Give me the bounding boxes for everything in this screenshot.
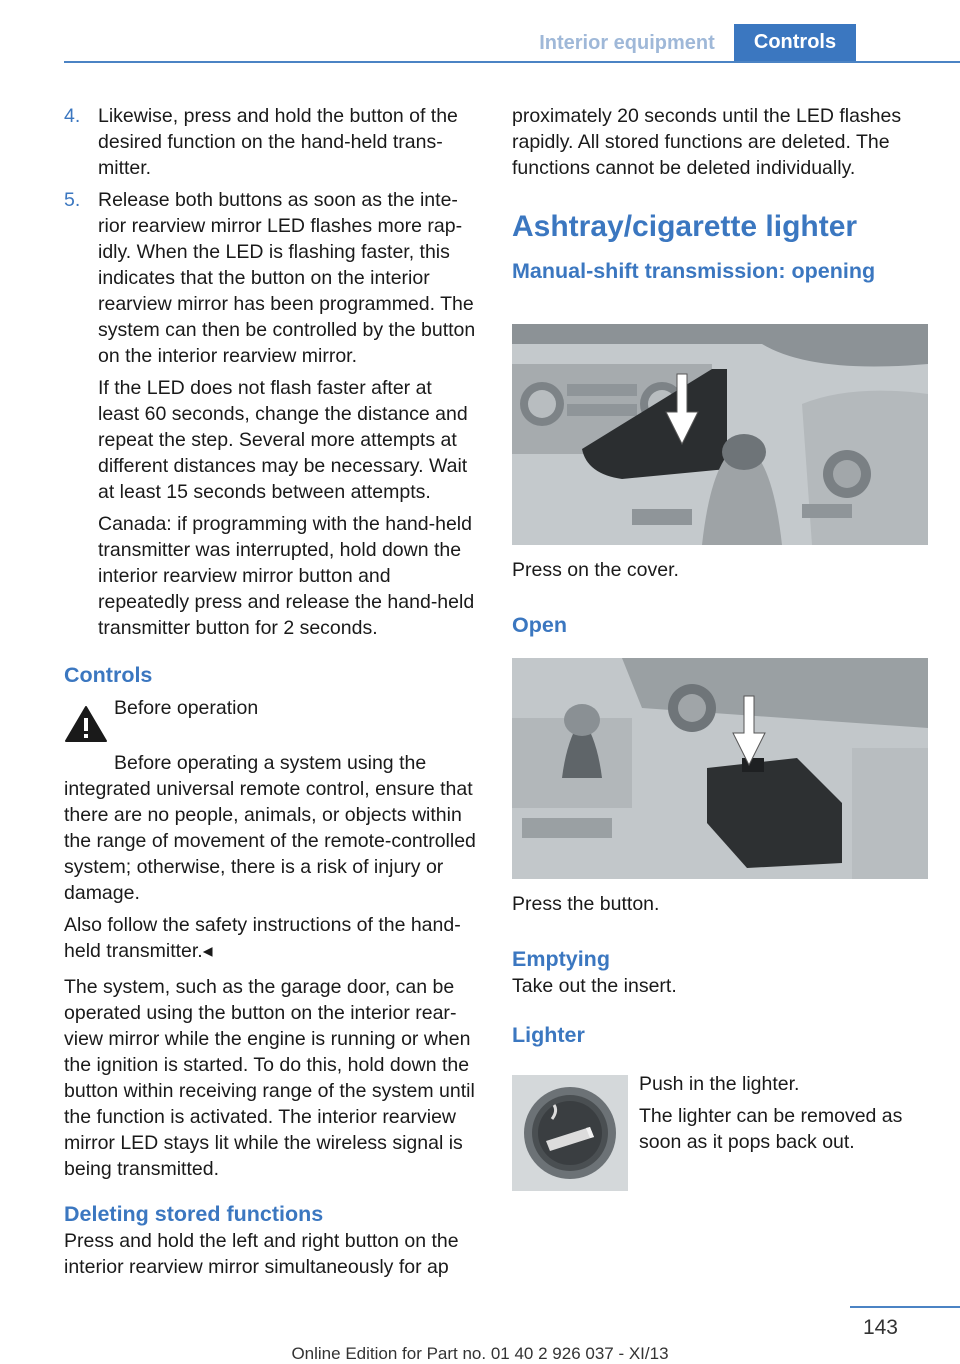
emptying-heading: Emptying <box>512 947 610 971</box>
lighter-text-block <box>639 1071 929 1161</box>
left-column <box>64 103 478 1286</box>
warning-title: Before operation <box>114 697 259 719</box>
header-rule <box>64 61 960 63</box>
right-column <box>512 103 926 285</box>
right-column-bottom <box>512 891 926 1049</box>
step-5 <box>64 187 478 369</box>
step-number: 4. <box>64 105 81 127</box>
system-text: The system, such as the garage door, can be operated using the button on the interior rearview mirror while the engine is running or when the ignition is started. To do this, hold down the button within receiving range of the system until the function is activated. The interior rearview mirror LED stays lit while the wireless signal is being transmitted. <box>64 976 475 1180</box>
step-text: Release both buttons as soon as the interior rearview mirror LED flashes more rapidly. When the LED is flashing faster, this indicates that the button on the interior rearview mirror has been programmed. The system can then be controlled by the button on the interior rearview mirror. <box>98 189 476 367</box>
header-section-label: Interior equipment <box>539 32 715 54</box>
warning-block <box>64 695 478 750</box>
lighter-heading: Lighter <box>512 1023 585 1047</box>
manual-shift-heading: Manual-shift transmission: opening <box>512 259 876 283</box>
emptying-text: Take out the insert. <box>512 975 677 997</box>
cigarette-lighter-icon <box>512 1075 628 1191</box>
warning-icon <box>64 695 114 750</box>
footer-rule <box>850 1306 960 1308</box>
warning-text: Before operating a system using the integrated universal remote control, ensure that there are no people, animals, or objects within the range of movement of the remote-controlled system; otherwise, there is a risk of injury or damage. <box>64 752 476 904</box>
lighter-text-2: The lighter can be removed as soon as it pops back out. <box>639 1105 903 1153</box>
open-heading: Open <box>512 613 567 637</box>
continued-text: proximately 20 seconds until the LED flashes rapidly. All stored functions are deleted. The functions cannot be deleted individually. <box>512 105 902 179</box>
press-cover-text: Press on the cover. <box>512 559 679 581</box>
safety-text: Also follow the safety instructions of the hand-held transmitter.◂ <box>64 914 461 962</box>
ashtray-heading: Ashtray/cigarette lighter <box>512 210 858 243</box>
deleting-heading: Deleting stored functions <box>64 1202 324 1226</box>
step-5-canada: Canada: if programming with the hand-held transmitter was interrupted, hold down the interior rearview mirror button and repeatedly press and release the hand-held transmitter button for 2 seconds. <box>98 513 475 639</box>
step-text: Likewise, press and hold the button of the desired function on the hand-held transmitter. <box>98 105 458 179</box>
online-edition-text: Online Edition for Part no. 01 40 2 926 037 - XI/13 <box>291 1344 669 1363</box>
header-chapter-tab: Controls <box>734 24 856 63</box>
step-5-note: If the LED does not flash faster after at least 60 seconds, change the distance and repeat the step. Several more attempts at different distances may be necessary. Wait at least 15 seconds between attempts. <box>98 377 468 503</box>
open-button-photo <box>512 658 928 879</box>
step-number: 5. <box>64 189 81 211</box>
right-column-mid <box>512 557 926 639</box>
console-cover-photo <box>512 324 928 545</box>
press-button-text: Press the button. <box>512 893 660 915</box>
deleting-text: Press and hold the left and right button on the interior rearview mirror simultaneously for ap <box>64 1230 459 1278</box>
lighter-text-1: Push in the lighter. <box>639 1073 800 1095</box>
page-number: 143 <box>862 1316 898 1339</box>
step-4 <box>64 103 478 181</box>
controls-heading: Controls <box>64 663 153 687</box>
